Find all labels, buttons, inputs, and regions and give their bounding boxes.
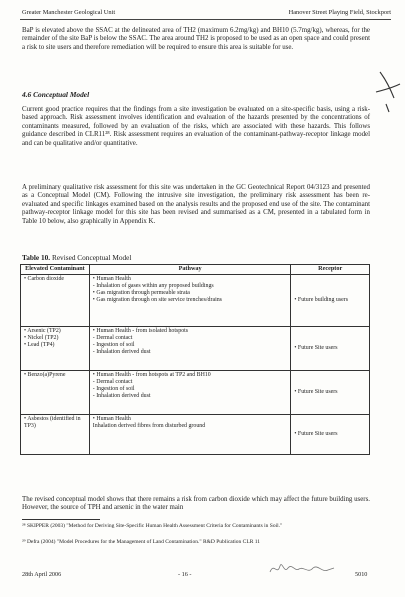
- closing-paragraph: The revised conceptual model shows that there remains a risk from carbon dioxide which may affect the future building users. However, the source of TPH and arsenic in the water main: [22, 496, 370, 512]
- pathway-cell: [89, 327, 291, 371]
- header-site-name: Hanover Street Playing Field, Stockport: [288, 9, 391, 16]
- pathway-cell: [89, 371, 291, 415]
- pathway-item: - Inhalation derived dust: [92, 393, 151, 399]
- table-row: [21, 275, 370, 327]
- table-caption-text: Revised Conceptual Model: [51, 253, 132, 262]
- footnote-rule: [22, 519, 100, 520]
- contaminant-cell: [21, 327, 90, 371]
- contaminant-cell: [21, 415, 90, 455]
- section-heading: 4.6 Conceptual Model: [22, 90, 90, 99]
- pathway-item: • Human Health: [92, 276, 131, 282]
- contaminant-item: • Arsenic (TP2): [24, 328, 61, 334]
- footnote: ²⁸ SKIPPER (2003) "Method for Deriving Site-Specific Human Health Assessment Criteria for Contaminants in Soil.": [22, 523, 283, 529]
- contaminant-item: • Carbon dioxide: [24, 276, 65, 282]
- footer-date: 28th April 2006: [22, 571, 62, 578]
- pathway-cell: [89, 415, 291, 455]
- handwritten-annotation-mark: [372, 66, 402, 114]
- header-receptor: Receptor: [291, 265, 370, 275]
- pathway-item: - Inhalation derived dust: [92, 349, 151, 355]
- receptor-cell: • Future Site users: [291, 415, 370, 455]
- paragraph-good-practice: Current good practice requires that the findings from a site investigation be evaluated on a site-specific basis, using a risk-based approach. Risk assessment involves identification and evaluation of the hazards presented by the concentrations of contaminants measured, followed by an evaluation of the risks, which are associated with these hazards. This follows guidance described in CLR11²⁸. Risk assessment requires an evaluation of the contaminant-pathway-receptor linkage model and can be qualitative and/or quantitative.: [22, 106, 370, 147]
- contaminant-item: • Benzo(a)Pyrene: [24, 372, 66, 378]
- contaminant-cell: [21, 371, 90, 415]
- paragraph-preliminary-assessment: A preliminary qualitative risk assessment for this site was undertaken in the GC Geotechnical Report 04/3123 and presented as a Conceptual Model (CM). Following the intrusive site investigation, the preliminary risk assessment has been re-evaluated and specific linkages examined based on the analysis results and the proposed end use of the site. The contaminant pathway-receptor linkage model for this site has been revised and summarised as a CM, presented in a tabulated form in Table 10 below, also graphically in Appendix K.: [22, 184, 370, 225]
- handwritten-signature: [268, 556, 336, 580]
- table-header-row: [21, 265, 370, 275]
- pathway-item: • Gas migration through permeable strata: [92, 290, 190, 296]
- table-row: [21, 327, 370, 371]
- pathway-item: • Human Health - from isolated hotspots: [92, 328, 189, 334]
- pathway-item: • Gas migration through on site service trenches/drains: [92, 297, 222, 303]
- pathway-item: • Human Health: [92, 416, 131, 422]
- pathway-item: - Ingestion of soil: [92, 386, 135, 392]
- header-contaminant: Elevated Contaminant: [21, 265, 90, 275]
- pathway-item: • Human Health - from hotspots at TP2 and BH10: [92, 372, 211, 378]
- header-rule: [20, 19, 391, 20]
- table-caption: [22, 253, 131, 262]
- table-caption-label: Table 10.: [22, 253, 51, 262]
- footer-page-number: - 16 -: [178, 571, 192, 578]
- footer-code: 5010: [355, 571, 368, 578]
- contaminant-item: • Lead (TP4): [24, 342, 55, 348]
- pathway-item: - Inhalation of gases within any proposed buildings: [92, 283, 214, 289]
- pathway-item: - Dermal contact: [92, 379, 133, 385]
- contaminant-cell: [21, 275, 90, 327]
- pathway-cell: [89, 275, 291, 327]
- pathway-item: Inhalation derived fibres from disturbed ground: [92, 423, 206, 429]
- table-row: [21, 371, 370, 415]
- receptor-cell: • Future Site users: [291, 327, 370, 371]
- contaminant-item: • Nickel (TP2): [24, 335, 59, 341]
- pathway-item: - Dermal contact: [92, 335, 133, 341]
- footnote: ²⁹ Defra (2004) "Model Procedures for the Management of Land Contamination." R&D Publication CLR 11: [22, 539, 261, 545]
- header-organisation: Greater Manchester Geological Unit: [22, 9, 116, 16]
- pathway-item: - Ingestion of soil: [92, 342, 135, 348]
- table-row: [21, 415, 370, 455]
- intro-paragraph: BaP is elevated above the SSAC at the delineated area of TH2 (maximum 6.2mg/kg) and BH10 (5.7mg/kg), whereas, for the remainder of the site BaP is below the SSAC. The area around TH2 is proposed to be used as an open space and could present a risk to site users and therefore remediation will be required to ensure this area is suitable for use.: [22, 27, 370, 51]
- contaminant-item: • Asbestos (identified in TP3): [24, 416, 81, 429]
- header-pathway: Pathway: [89, 265, 291, 275]
- receptor-cell: • Future Site users: [291, 371, 370, 415]
- conceptual-model-table: [20, 264, 370, 455]
- receptor-cell: • Future building users: [291, 275, 370, 327]
